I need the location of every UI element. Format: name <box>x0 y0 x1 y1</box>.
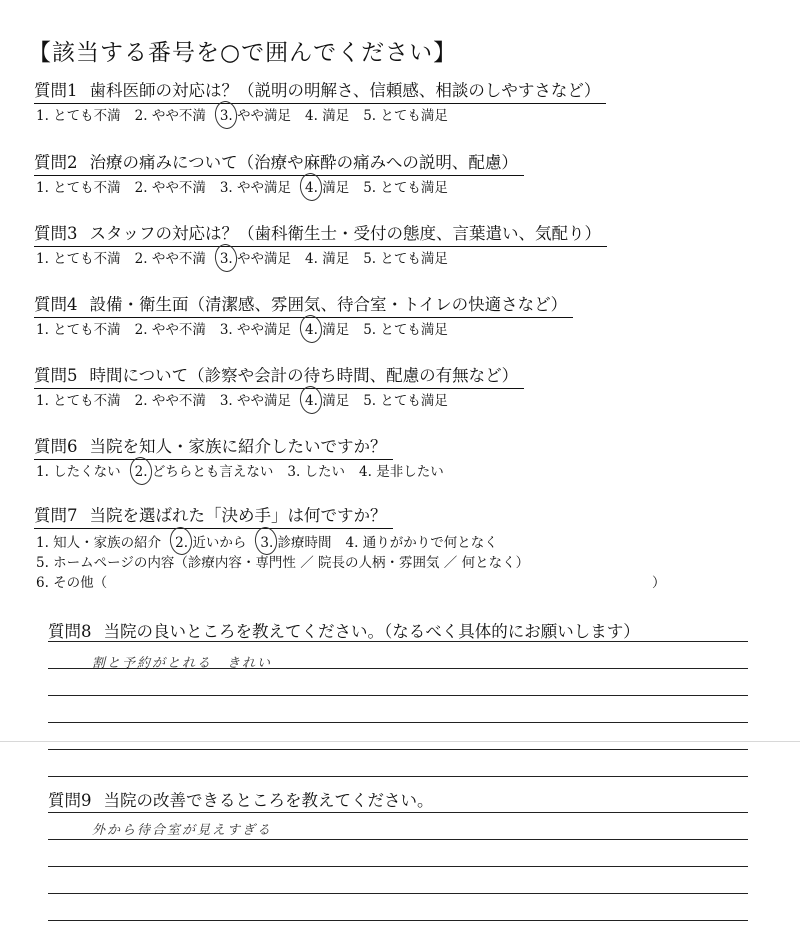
rating-option[interactable]: 3. やや満足 <box>219 108 292 124</box>
question-4-options <box>34 321 794 339</box>
question-7-text: 当院を選ばれた「決め手」は何ですか？ <box>89 506 387 525</box>
question-8-text: 当院の良いところを教えてください。（なるべく具体的にお願いします） <box>103 622 640 641</box>
question-2-text: 治療の痛みについて（治療や麻酔の痛みへの説明、配慮） <box>89 153 518 172</box>
question-2-label: 質問2 <box>34 153 78 172</box>
selected-circle-mark: 3. <box>219 251 233 267</box>
rating-option[interactable]: 2. やや不満 <box>134 108 206 124</box>
answer-line <box>48 722 748 723</box>
question-5-options <box>34 392 794 410</box>
rating-option[interactable]: 2. やや不満 <box>134 251 206 267</box>
rating-option[interactable]: 5. とても満足 <box>363 251 448 267</box>
question-6-label: 質問6 <box>34 437 78 456</box>
question-1-text: 歯科医師の対応は？（説明の明解さ、信頼感、相談のしやすさなど） <box>89 81 601 100</box>
question-8-handwritten-answer: 割と予約がとれる きれい <box>92 656 273 671</box>
rating-option[interactable]: 4. 満足 <box>305 180 350 196</box>
question-3-options <box>34 250 794 268</box>
question-2 <box>34 152 794 197</box>
question-7-label: 質問7 <box>34 506 78 525</box>
answer-line <box>48 866 748 867</box>
rating-option[interactable]: 5. とても満足 <box>363 393 448 409</box>
rating-option[interactable]: 1. とても不満 <box>36 251 121 267</box>
question-6-text: 当院を知人・家族に紹介したいですか？ <box>89 437 387 456</box>
answer-line <box>48 839 748 840</box>
selected-circle-mark: 4. <box>305 393 318 409</box>
answer-line <box>48 812 748 813</box>
answer-line <box>48 920 748 921</box>
rating-option[interactable]: 4. 満足 <box>305 251 350 267</box>
answer-line <box>48 695 748 696</box>
rating-option[interactable]: 4. 満足 <box>305 393 350 409</box>
rating-option[interactable]: 2. やや不満 <box>134 180 206 196</box>
rating-option[interactable]: 1. とても不満 <box>36 393 121 409</box>
question-2-options <box>34 179 794 197</box>
rating-option[interactable]: 1. とても不満 <box>36 108 121 124</box>
question-3-label: 質問3 <box>34 224 78 243</box>
rating-option[interactable]: 3. やや満足 <box>219 251 292 267</box>
question-4-heading <box>34 294 573 318</box>
rating-option[interactable]: 4. 是非したい <box>359 464 444 480</box>
rating-option[interactable]: 3. やや満足 <box>219 393 292 409</box>
rating-option[interactable]: 1. したくない <box>36 464 121 480</box>
question-9-text: 当院の改善できるところを教えてください。 <box>103 791 434 810</box>
question-1-label: 質問1 <box>34 81 78 100</box>
question-7-option[interactable]: 1. 知人・家族の紹介 <box>36 535 162 551</box>
page-title: 【該当する番号を○で囲んでください】 <box>28 40 458 66</box>
question-5-label: 質問5 <box>34 366 78 385</box>
rating-option[interactable]: 4. 満足 <box>305 108 350 124</box>
question-5-heading <box>34 365 524 389</box>
answer-line <box>48 893 748 894</box>
selected-circle-mark: 3. <box>219 108 233 124</box>
question-7-option[interactable]: 4. 通りがかりで何となく <box>345 535 498 551</box>
rating-option[interactable]: 3. やや満足 <box>219 180 292 196</box>
selected-circle-mark: 4. <box>305 180 318 196</box>
rating-option[interactable]: 3. やや満足 <box>219 322 292 338</box>
question-7-option-6-label: 6. その他（ <box>36 575 108 591</box>
selected-circle-mark: 3. <box>260 535 274 551</box>
question-4-label: 質問4 <box>34 295 78 314</box>
question-4-text: 設備・衛生面（清潔感、雰囲気、待合室・トイレの快適さなど） <box>89 295 568 314</box>
question-9-heading <box>48 790 440 813</box>
question-7-option-5[interactable]: 5. ホームページの内容（診療内容・専門性 ／ 院長の人柄・雰囲気 ／ 何となく） <box>36 555 530 571</box>
question-9-handwritten-answer: 外から待合室が見えすぎる <box>92 823 273 838</box>
question-6-options <box>34 463 794 481</box>
selected-circle-mark: 2. <box>175 535 189 551</box>
question-1-options <box>34 107 794 125</box>
answer-line <box>48 776 748 777</box>
answer-line <box>48 749 748 750</box>
question-8-label: 質問8 <box>48 622 92 641</box>
question-5 <box>34 365 794 410</box>
question-7-heading <box>34 505 393 529</box>
rating-option[interactable]: 5. とても満足 <box>363 108 448 124</box>
question-7-option[interactable]: 2. 近いから <box>175 535 247 551</box>
selected-circle-mark: 2. <box>134 464 148 480</box>
question-3 <box>34 223 794 268</box>
question-7-option-6-close: ） <box>652 575 666 591</box>
rating-option[interactable]: 3. したい <box>287 464 346 480</box>
question-7 <box>34 505 794 593</box>
rating-option[interactable]: 4. 満足 <box>305 322 350 338</box>
question-1-heading <box>34 80 606 104</box>
question-9-label: 質問9 <box>48 791 92 810</box>
question-3-text: スタッフの対応は？（歯科衛生士・受付の態度、言葉遣い、気配り） <box>89 224 601 243</box>
question-9 <box>48 790 800 813</box>
question-7-option[interactable]: 3. 診療時間 <box>260 535 332 551</box>
rating-option[interactable]: 1. とても不満 <box>36 322 121 338</box>
rating-option[interactable]: 5. とても満足 <box>363 180 448 196</box>
question-4 <box>34 294 794 339</box>
question-7-options-row1 <box>34 533 794 553</box>
rating-option[interactable]: 2. どちらとも言えない <box>134 464 274 480</box>
rating-option[interactable]: 2. やや不満 <box>134 322 206 338</box>
question-6 <box>34 436 794 481</box>
question-2-heading <box>34 152 524 176</box>
question-6-heading <box>34 436 393 460</box>
question-1 <box>34 80 794 125</box>
rating-option[interactable]: 2. やや不満 <box>134 393 206 409</box>
rating-option[interactable]: 1. とても不満 <box>36 180 121 196</box>
selected-circle-mark: 4. <box>305 322 318 338</box>
question-7-option-6[interactable] <box>34 573 794 593</box>
answer-line <box>48 641 748 642</box>
rating-option[interactable]: 5. とても満足 <box>363 322 448 338</box>
question-5-text: 時間について（診察や会計の待ち時間、配慮の有無など） <box>89 366 519 385</box>
question-3-heading <box>34 223 607 247</box>
paper-fold-line <box>0 741 800 742</box>
